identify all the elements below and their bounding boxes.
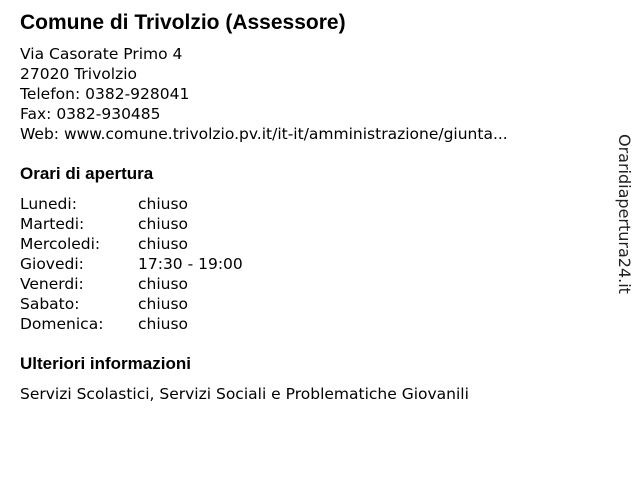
day-label: Domenica: — [20, 315, 104, 333]
day-hours: chiuso — [138, 315, 189, 333]
day-label: Sabato: — [20, 295, 80, 313]
further-info-text: Servizi Scolastici, Servizi Sociali e Problematiche Giovanili — [20, 385, 469, 403]
day-label: Lunedi: — [20, 195, 77, 213]
hours-row-friday — [20, 274, 243, 294]
day-label: Martedi: — [20, 215, 85, 233]
day-hours: chiuso — [138, 295, 189, 313]
day-label: Mercoledi: — [20, 235, 101, 253]
fax-number: Fax: 0382-930485 — [20, 105, 161, 123]
day-hours: chiuso — [138, 215, 189, 233]
hours-row-tuesday — [20, 214, 243, 234]
day-label: Giovedi: — [20, 255, 84, 273]
day-hours: chiuso — [138, 275, 189, 293]
website-link[interactable]: Web: www.comune.trivolzio.pv.it/it-it/amministrazione/giunta... — [20, 125, 508, 143]
hours-row-sunday — [20, 314, 243, 334]
hours-row-wednesday — [20, 234, 243, 254]
day-hours: 17:30 - 19:00 — [138, 255, 243, 273]
site-watermark: Oraridiapertura24.it — [615, 134, 634, 294]
page-title: Comune di Trivolzio (Assessore) — [20, 11, 346, 34]
hours-row-saturday — [20, 294, 243, 314]
phone-number: Telefon: 0382-928041 — [20, 85, 190, 103]
day-hours: chiuso — [138, 195, 189, 213]
city-postal: 27020 Trivolzio — [20, 65, 137, 83]
opening-hours-heading: Orari di apertura — [20, 164, 154, 183]
opening-hours-table — [20, 194, 243, 334]
hours-row-thursday — [20, 254, 243, 274]
day-hours: chiuso — [138, 235, 189, 253]
street-address: Via Casorate Primo 4 — [20, 45, 183, 63]
day-label: Venerdi: — [20, 275, 84, 293]
hours-row-monday — [20, 194, 243, 214]
further-info-heading: Ulteriori informazioni — [20, 354, 191, 373]
address-block — [20, 44, 508, 144]
